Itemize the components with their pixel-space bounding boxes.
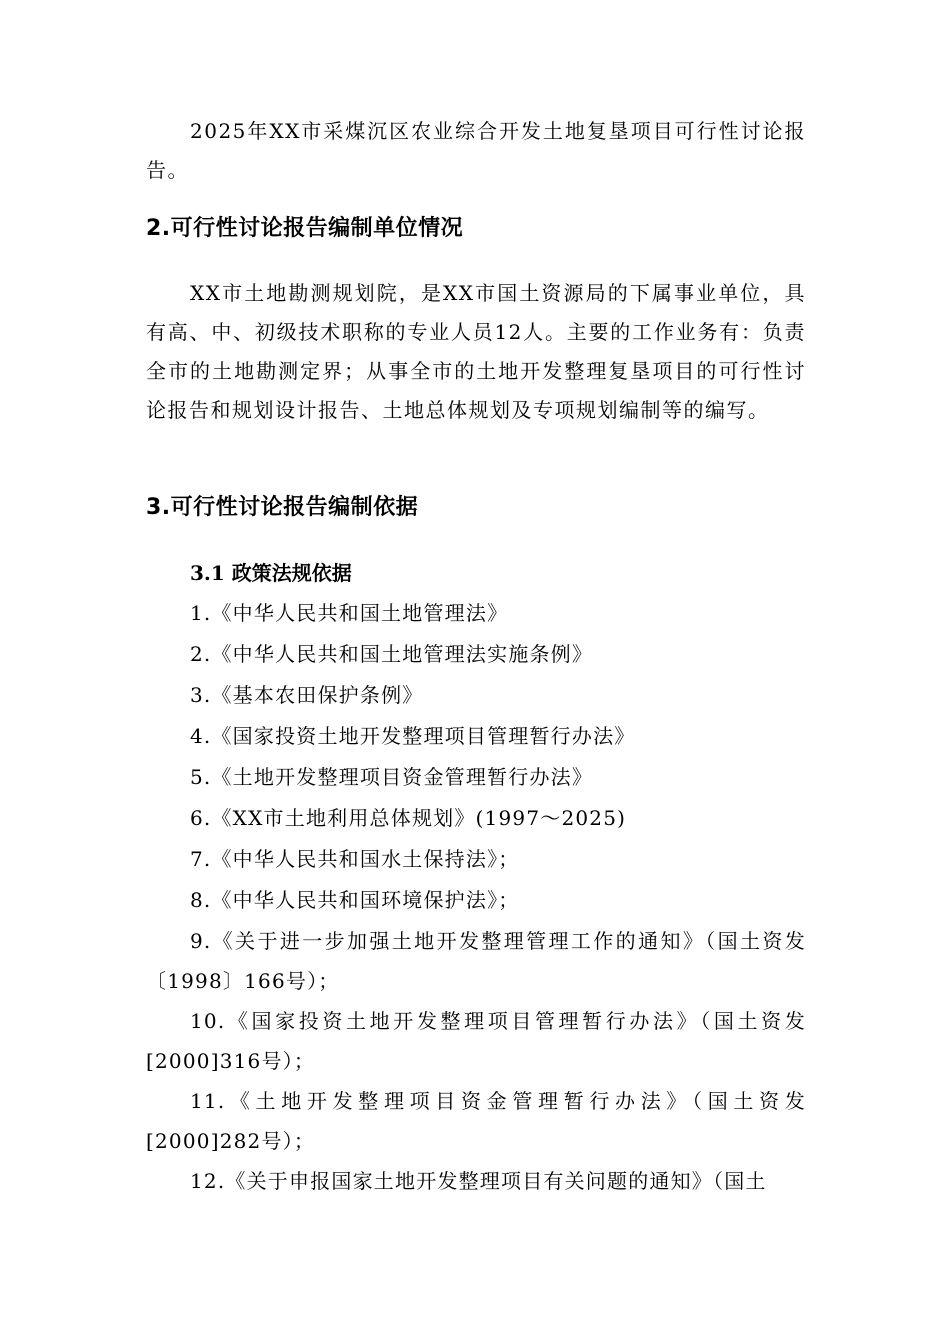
list-item: 4.《国家投资土地开发整理项目管理暂行办法》 — [190, 724, 636, 748]
list-item: 8.《中华人民共和国环境保护法》； — [190, 888, 520, 912]
list-item: 11.《土地开发整理项目资金管理暂行办法》（国土资发[2000]282号）； — [146, 1089, 806, 1153]
list-item: 1.《中华人民共和国土地管理法》 — [190, 601, 509, 625]
list-item: 7.《中华人民共和国水土保持法》； — [190, 847, 520, 871]
section-3-1-heading: 3.1 政策法规依据 — [190, 561, 352, 585]
regulation-list — [146, 593, 806, 1202]
section-3-heading: 3.可行性讨论报告编制依据 — [146, 495, 419, 520]
list-item: 2.《中华人民共和国土地管理法实施条例》 — [190, 642, 594, 666]
list-item: 6.《XX市土地利用总体规划》(1997～2025) — [190, 806, 627, 830]
list-item: 5.《土地开发整理项目资金管理暂行办法》 — [190, 765, 594, 789]
list-item: 3.《基本农田保护条例》 — [190, 683, 424, 707]
intro-paragraph: 2025年XX市采煤沉区农业综合开发土地复垦项目可行性讨论报告。 — [146, 119, 806, 182]
list-item: 12.《关于申报国家土地开发整理项目有关问题的通知》（国土 — [190, 1169, 767, 1193]
section-2-body: XX市土地勘测规划院，是XX市国土资源局的下属事业单位，具有高、中、初级技术职称的专业人员12人。主要的工作业务有：负责全市的土地勘测定界；从事全市的土地开发整理复垦项目的可行性讨论报告和规划设计报告、土地总体规划及专项规划编制等的编写。 — [146, 281, 806, 422]
section-2-heading: 2.可行性讨论报告编制单位情况 — [146, 216, 464, 241]
list-item: 10.《国家投资土地开发整理项目管理暂行办法》（国土资发[2000]316号）； — [146, 1009, 806, 1073]
list-item: 9.《关于进一步加强土地开发整理管理工作的通知》（国土资发〔1998〕166号）； — [146, 929, 806, 993]
